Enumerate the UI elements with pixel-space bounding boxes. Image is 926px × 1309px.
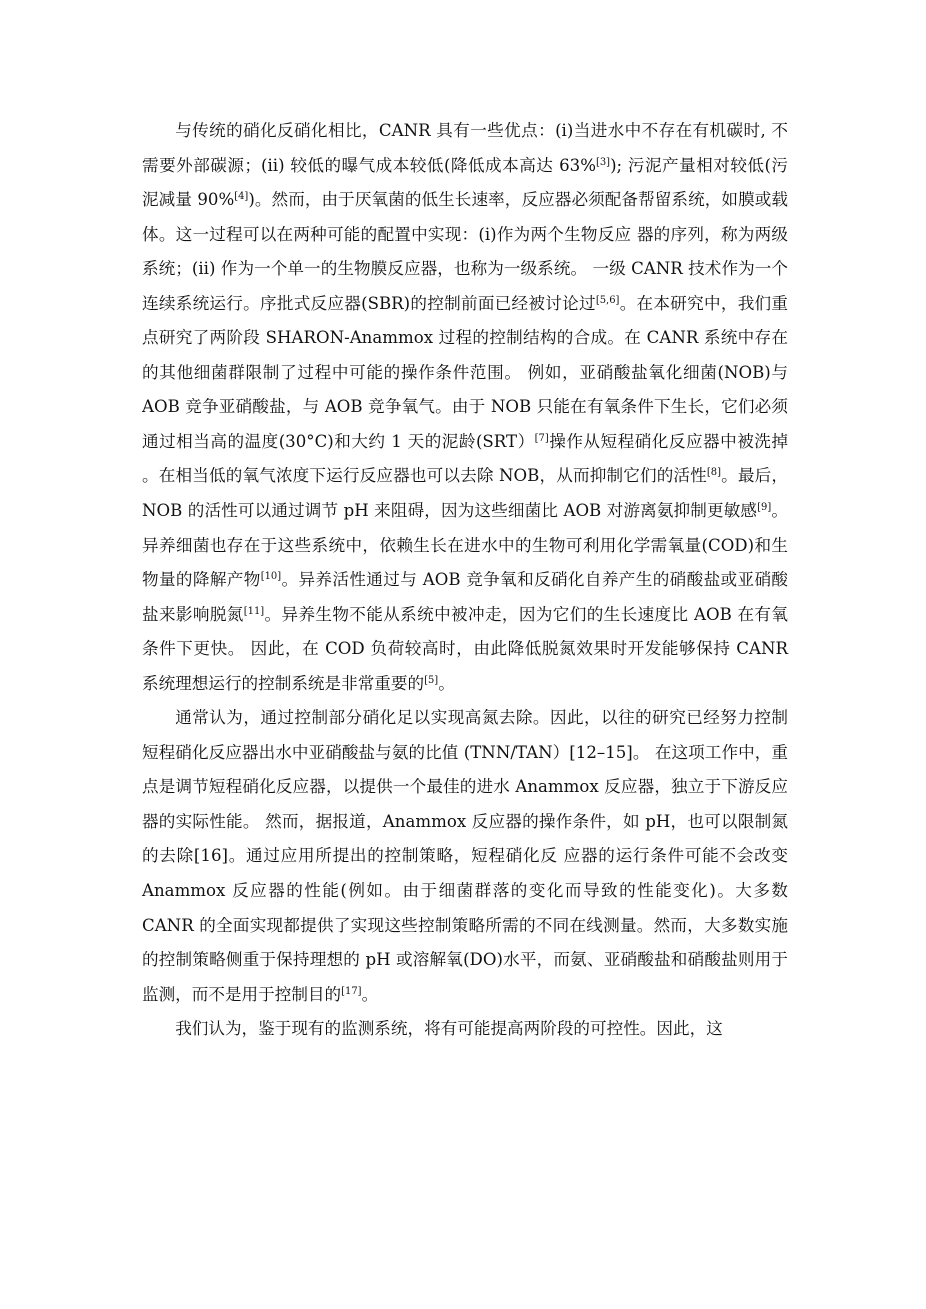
paragraph-2	[142, 701, 788, 1012]
text-run: 我们认为，鉴于现有的监测系统，将有可能提高两阶段的可控性。因此，这	[175, 1019, 723, 1039]
citation-ref: [17]	[341, 985, 362, 997]
paragraph-1	[142, 114, 788, 701]
text-run: 。	[361, 984, 379, 1004]
text-run: 操作从短程硝化反应器中被洗掉 。在相当低的氧气浓度下运行反应器也可以去除 NOB，从而抑制它们的活性	[142, 431, 788, 486]
body-text	[142, 114, 788, 1047]
citation-ref: [11]	[243, 605, 265, 617]
text-run: )。然而，由于厌氧菌的低生长速率，反应器必须配备帮留系统，如膜或载体。这一过程可以在两种可能的配置中实现：(i)作为两个生物反应 器的序列，称为两级系统；(ii) 作为一个单一的生物膜反应器，也称为一级系统。 一级 CANR 技术作为一个连续系统运行。序批式反应器(SBR)的控制前面已经被讨论过	[142, 190, 788, 313]
citation-ref: [8]	[706, 467, 722, 479]
citation-ref: [5]	[424, 674, 439, 686]
text-run: 。异养生物不能从系统中被冲走，因为它们的生长速度比 AOB 在有氧条件下更快。 因此，在 COD 负荷较高时，由此降低脱氮效果时开发能够保持 CANR 系统理想运行的控制系统是非常重要的	[142, 604, 788, 693]
citation-ref: [9]	[757, 501, 772, 513]
text-run: 与传统的硝化反硝化相比，CANR 具有一些优点：(i)当进水中不存在有机碳时, 不需要外部碳源；(ii) 较低的曝气成本较低(降低成本高达 63%	[142, 121, 788, 175]
citation-ref: [3]	[595, 156, 611, 168]
text-run: ); 污泥产量相对较低(污泥减量 90%	[142, 155, 788, 210]
paragraph-3	[142, 1012, 788, 1047]
citation-ref: [4]	[234, 190, 249, 202]
text-run: 。	[438, 673, 455, 693]
text-run: 。在本研究中，我们重点研究了两阶段 SHARON-Anammox 过程的控制结构的合成。在 CANR 系统中存在的其他细菌群限制了过程中可能的操作条件范围。 例如，亚硝酸盐氧化细菌(NOB)与 AOB 竞争亚硝酸盐，与 AOB 竞争氧气。由于 NOB 只能在有氧条件下生长，它们必须通过相当高的温度(30°C)和大约 1 天的泥龄(SRT）	[142, 293, 788, 451]
text-run: 。异养活性通过与 AOB 竞争氧和反硝化自养产生的硝酸盐或亚硝酸盐来影响脱氮	[142, 570, 788, 624]
citation-ref: [10]	[260, 570, 282, 582]
citation-ref: [7]	[534, 432, 549, 444]
text-run: 通常认为，通过控制部分硝化足以实现高氮去除。因此，以往的研究已经努力控制短程硝化反应器出水中亚硝酸盐与氨的比值 (TNN/TAN）[12–15]。 在这项工作中，重点是调节短程硝化反应器，以提供一个最佳的进水 Anammox 反应器，独立于下游反应器的实际性能。 然而，据报道，Anammox 反应器的操作条件，如 pH，也可以限制氮的去除[16]。通过应用所提出的控制策略，短程硝化反 应器的运行条件可能不会改变 Anammox 反应器的性能(例如。由于细菌群落的变化而导致的性能变化)。大多数 CANR 的全面实现都提供了实现这些控制策略所需的不同在线测量。然而，大多数实施的控制策略侧重于保持理想的 pH 或溶解氧(DO)水平，而氨、亚硝酸盐和硝酸盐则用于监测，而不是用于控制目的	[142, 708, 788, 1004]
citation-ref: [5,6]	[595, 294, 620, 306]
text-run: 。最后，NOB 的活性可以通过调节 pH 来阻碍，因为这些细菌比 AOB 对游离氨抑制更敏感	[142, 466, 789, 521]
text-run: 。异养细菌也存在于这些系统中，依赖生长在进水中的生物可利用化学需氧量(COD)和生物量的降解产物	[142, 501, 788, 590]
